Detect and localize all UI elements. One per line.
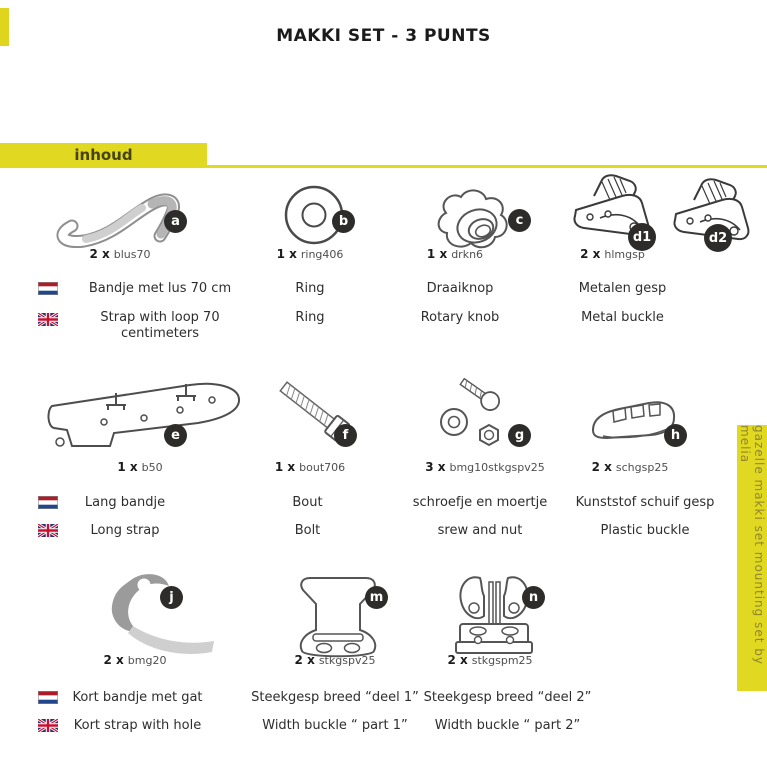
item-f-code: 1 x bout706 bbox=[274, 460, 346, 474]
item-d-code: 2 x hlmgsp bbox=[580, 247, 645, 261]
page-edge-marker bbox=[0, 8, 9, 46]
item-j-code: 2 x bmg20 bbox=[103, 653, 167, 667]
item-g-badge: g bbox=[508, 424, 531, 447]
item-e-badge: e bbox=[164, 424, 187, 447]
strap-with-loop-illustration bbox=[52, 186, 220, 248]
item-h-label-nl: Kunststof schuif gesp bbox=[575, 495, 715, 510]
item-c-label-nl: Draaiknop bbox=[426, 281, 494, 296]
item-j-label-en: Kort strap with hole bbox=[73, 718, 202, 733]
item-a-label-nl: Bandje met lus 70 cm bbox=[88, 281, 232, 296]
item-d-label-nl: Metalen gesp bbox=[578, 281, 667, 296]
item-b-code: 1 x ring406 bbox=[276, 247, 344, 261]
item-e-code: 1 x b50 bbox=[117, 460, 163, 474]
item-d2-badge: d2 bbox=[704, 224, 732, 252]
sidebar-tab bbox=[737, 425, 767, 691]
item-j-badge: j bbox=[160, 586, 183, 609]
item-m-label-nl: Steekgesp breed “deel 1” bbox=[251, 690, 419, 705]
uk-flag-icon bbox=[38, 313, 58, 326]
sidebar-vertical-label: gazelle makki set mounting set by melia bbox=[738, 425, 766, 665]
page-title: MAKKI SET - 3 PUNTS bbox=[276, 26, 491, 46]
contents-label: inhoud bbox=[74, 146, 133, 164]
contents-section-header bbox=[0, 143, 207, 167]
long-strap-illustration bbox=[40, 374, 250, 452]
short-strap-illustration bbox=[85, 568, 217, 654]
item-c-badge: c bbox=[508, 209, 531, 232]
item-d-label-en: Metal buckle bbox=[581, 310, 664, 325]
item-a-code: 2 x blus70 bbox=[89, 247, 151, 261]
item-b-label-en: Ring bbox=[295, 310, 325, 325]
item-e-label-en: Long strap bbox=[90, 523, 160, 538]
item-m-badge: m bbox=[365, 586, 388, 609]
item-m-code: 2 x stkgspv25 bbox=[294, 653, 376, 667]
item-n-label-nl: Steekgesp breed “deel 2” bbox=[423, 690, 592, 705]
item-h-badge: h bbox=[664, 424, 687, 447]
width-buckle-part2-illustration bbox=[448, 568, 540, 660]
item-c-code: 1 x drkn6 bbox=[426, 247, 484, 261]
item-a-label-en: Strap with loop 70 centimeters bbox=[100, 310, 220, 341]
item-g-code: 3 x bmg10stkgspv25 bbox=[425, 460, 545, 474]
item-h-label-en: Plastic buckle bbox=[600, 523, 690, 538]
item-n-badge: n bbox=[522, 586, 545, 609]
item-f-label-nl: Bout bbox=[292, 495, 323, 510]
item-j-label-nl: Kort bandje met gat bbox=[72, 690, 203, 705]
item-d1-badge: d1 bbox=[628, 223, 656, 251]
item-c-label-en: Rotary knob bbox=[420, 310, 500, 325]
item-h-code: 2 x schgsp25 bbox=[591, 460, 669, 474]
section-divider bbox=[0, 165, 767, 168]
item-f-badge: f bbox=[334, 424, 357, 447]
item-g-label-nl: schroefje en moertje bbox=[412, 495, 548, 510]
item-a-badge: a bbox=[164, 210, 187, 233]
item-b-label-nl: Ring bbox=[295, 281, 325, 296]
item-n-code: 2 x stkgspm25 bbox=[447, 653, 533, 667]
item-b-badge: b bbox=[332, 210, 355, 233]
width-buckle-part1-illustration bbox=[290, 570, 386, 662]
item-e-label-nl: Lang bandje bbox=[84, 495, 166, 510]
item-m-label-en: Width buckle “ part 1” bbox=[262, 718, 408, 733]
item-g-label-en: srew and nut bbox=[437, 523, 523, 538]
item-f-label-en: Bolt bbox=[294, 523, 321, 538]
item-n-label-en: Width buckle “ part 2” bbox=[434, 718, 581, 733]
dutch-flag-icon bbox=[38, 282, 58, 295]
rotary-knob-illustration bbox=[425, 186, 515, 252]
